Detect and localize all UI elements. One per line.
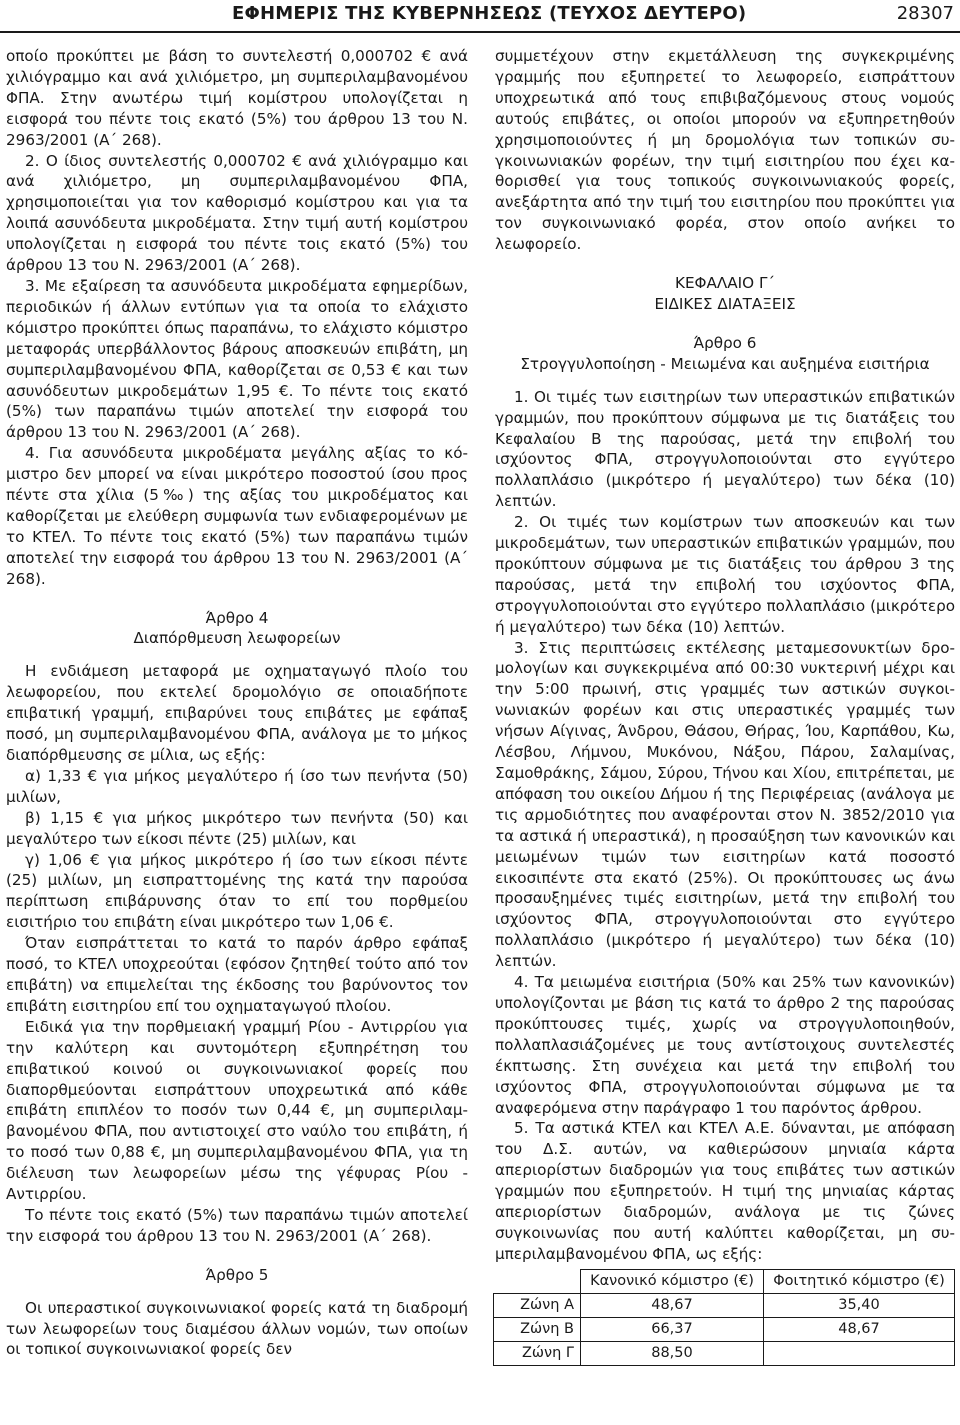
paragraph: 1. Οι τιμές των εισιτηρίων των υπεραστικών επιβατικών γραμμών, που προκύπτουν σύμφωνα με τις διατάξεις του Κεφαλαίου Β της παρούσας, μετά την επιβολή του ισχύοντος ΦΠΑ, στρογγυλοποιούνται στο εγγύτερο πολλαπλάσιο (μικρότερο ή μεγαλύτερο) των δέκα (10) λεπτών. bbox=[495, 387, 955, 511]
paragraph: 3. Με εξαίρεση τα ασυνόδευτα μικροδέματα εφημερίδων, περιοδικών ή άλλων εντύπων για τα οποία το ελάχιστο κόμιστρο προκύπτει όπως παραπάνω, το ελάχιστο κόμιστρο μεταφοράς υπερβάλλοντος βάρους αποσκευών επιβάτη, μη συμπεριλαμβανομένου ΦΠΑ, καθορίζεται σε 0,53 € και των ασυνόδευτων μικροδεμάτων 1,95 €. Το πέντε τοις εκατό (5%) των παραπάνω τιμών αποτελεί την εισφορά του άρθρου 13 του Ν. 2963/2001 (Α΄ 268). bbox=[6, 276, 468, 442]
table-row bbox=[494, 1293, 955, 1317]
paragraph: συμμετέχουν στην εκμετάλλευση της συγκεκριμένης γραμμής που εξυπηρετεί το λεωφορείο, εισπράττουν υποχρεωτικά από τους επιβιβαζόμενους στους νομούς αυτούς επιβάτες, οι οποίοι μπορούν να εξυπηρετηθούν χρησιμοποιούντες ή μη δρομολόγια των τοπικών συγκοινωνιακών φορέων, την τιμή εισιτηρίου που έχει καθορισθεί για τους τοπικούς συγκοινωνιακούς φορείς, ανεξάρτητα από την τιμή του εισιτηρίου που προκύπτει για τον συγκοινωνιακό φορέα, στον οποίο ανήκει το λεωφορείο. bbox=[495, 47, 955, 254]
table-header-cell bbox=[494, 1269, 581, 1293]
table-cell: 35,40 bbox=[764, 1293, 955, 1317]
right-column bbox=[495, 46, 955, 1366]
paragraph: Η ενδιάμεση μεταφορά με οχηματαγωγό πλοίο του λεωφορείου, που εκτελεί δρομολόγιο σε οποιαδήποτε επιβατική γραμμή, επιβαρύνει τους επιβάτες με εφάπαξ ποσό, μη συμπεριλαμβανομένου ΦΠΑ, ανάλογα με το μήκος διαπόρθμευσης σε μίλια, ως εξής: bbox=[6, 662, 468, 764]
chapter-subheading: ΕΙΔΙΚΕΣ ΔΙΑΤΑΞΕΙΣ bbox=[654, 294, 796, 313]
zone-label: Ζώνη Β bbox=[494, 1317, 581, 1341]
table-header-cell: Φοιτητικό κόμιστρο (€) bbox=[764, 1269, 955, 1293]
article-subheading: Στρογγυλοποίηση - Μειωμένα και αυξημένα εισιτήρια bbox=[520, 354, 930, 373]
table-cell bbox=[764, 1341, 955, 1365]
table-row bbox=[494, 1341, 955, 1365]
page-number: 28307 bbox=[896, 3, 954, 24]
paragraph: 5. Τα αστικά ΚΤΕΛ και ΚΤΕΛ Α.Ε. δύνανται, με απόφαση του Δ.Σ. αυτών, να καθιερώσουν μηνιαία κάρτα απεριορίστων διαδρομών για τους επιβάτες των αστικών γραμμών που εξυπηρετούν. Η τιμή της μηνιαίας κάρτας απεριορίστων διαδρομών, ανάλογα με τις ζώνες συγκοινωνίας που αυτή καλύπτει καθορίζεται, μη συμπεριλαμβανομένου ΦΠΑ, ως εξής: bbox=[495, 1119, 955, 1263]
paragraph: Ειδικά για την πορθμειακή γραμμή Ρίου - Αντιρρίου για την καλύτερη και συντομότερη εξυπηρέτηση του επιβατικού κοινού οι συγκοινωνιακοί φορείς που διαπορθμεύονται εισπράττουν υποχρεωτικά από κάθε επιβάτη επιπλέον το ποσόν των 0,44 €, μη συμπεριλαμβανομένου ΦΠΑ, που αντιστοιχεί στο ναύλο του επιβάτη, ή το ποσό των 0,88 €, μη συμπεριλαμβανομένου ΦΠΑ, για τη διέλευση των λεωφορείων μέσω της γέφυρας Ρίου - Αντιρρίου. bbox=[6, 1017, 468, 1204]
gazette-title: ΕΦΗΜΕΡΙΣ ΤΗΣ ΚΥΒΕΡΝΗΣΕΩΣ (ΤΕΥΧΟΣ ΔΕΥΤΕΡΟ) bbox=[232, 3, 747, 24]
table-cell: 66,37 bbox=[581, 1317, 764, 1341]
page-header bbox=[0, 0, 960, 32]
table-header-row bbox=[494, 1269, 955, 1293]
left-column bbox=[6, 46, 468, 1360]
article-heading: Άρθρο 5 bbox=[205, 1265, 269, 1284]
header-rule bbox=[0, 31, 960, 33]
paragraph: οποίο προκύπτει με βάση το συντελεστή 0,000702 € ανά χιλιόγραμμο και ανά χιλιόμετρο, μη συμπεριλαμβανομένου ΦΠΑ. Στην ανωτέρω τιμή κομίστρου υπολογίζεται η εισφορά του πέντε τοις εκατό (5%) του άρθρου 13 του Ν. 2963/2001 (Α΄ 268). bbox=[6, 47, 468, 149]
fare-table bbox=[493, 1269, 955, 1366]
table-cell: 48,67 bbox=[581, 1293, 764, 1317]
paragraph: 4. Τα μειωμένα εισιτήρια (50% και 25% των κανονικών) υπολογίζονται με βάση τις κατά το άρθρο 2 της παρούσας προκύπτουσες τιμές, χωρίς να στρογγυλοποιηθούν, πολλαπλασιάζομένες με τους αντίστοιχους συντελεστές έκπτωσης. Στη συνέχεια και μετά την επιβολή του ισχύοντος ΦΠΑ, στρογγυλοποιούνται σύμφωνα με τα αναφερόμενα στην παράγραφο 1 του παρόντος άρθρου. bbox=[495, 973, 955, 1117]
paragraph: 2. Οι τιμές των κομίστρων των αποσκευών και των μικροδεμάτων, των υπεραστικών επιβατικών γραμμών, που προκύπτουν σύμφωνα με τις διατάξεις του άρθρου 3 της παρούσας, μετά την επιβολή του ισχύοντος ΦΠΑ, στρογγυλοποιούνται στο εγγύτερο πολλαπλάσιο (μικρότερο ή μεγαλύτερο) των δέκα (10) λεπτών. bbox=[495, 513, 955, 636]
article-subheading: Διαπόρθμευση λεωφορείων bbox=[133, 629, 341, 648]
zone-label: Ζώνη Γ bbox=[494, 1341, 581, 1365]
list-item: β) 1,15 € για μήκος μικρότερο των πενήντα (50) και μεγαλύτερο των είκοσι πέντε (25) μιλίων, και bbox=[6, 808, 468, 848]
table-header-cell: Κανονικό κόμιστρο (€) bbox=[581, 1269, 764, 1293]
paragraph: 3. Στις περιπτώσεις εκτέλεσης μεταμεσονυκτίων δρομολογίων και συγκεκριμένα από 00:30 νυκτερινή μέχρι και την 5:00 πρωινή, στις γραμμές των αστικών συγκοινωνιακών φορέων και στις υπεραστικές γραμμές των νήσων Αίγινας, Άνδρου, Θάσου, Θήρας, Ίου, Καρπάθου, Κω, Λέσβου, Λήμνου, Μυκόνου, Νάξου, Πάρου, Σαλαμίνας, Σαμοθράκης, Σάμου, Σύρου, Τήνου και Χίου, επιτρέπεται, με απόφαση του οικείου Δήμου ή της Περιφέρειας (ανάλογα με τις αρμοδιότητες που αναφέρονται στον Ν. 3852/2010 για τα αστικά ή υπεραστικά), η προσαύξηση των κανονικών και μειωμένων τιμών των εισιτηρίων κατά ποσοστό εικοσιπέντε στα εκατό (25%). Οι προκύπτουσες ως άνω προσαυξημένες τιμές εισιτηρίων, μετά την επιβολή του ισχύοντος ΦΠΑ, στρογγυλοποιούνται στο εγγύτερο πολλαπλάσιο (μικρότερο ή μεγαλύτερο) των δέκα (10) λεπτών. bbox=[495, 638, 955, 971]
zone-label: Ζώνη Α bbox=[494, 1293, 581, 1317]
table-cell: 48,67 bbox=[764, 1317, 955, 1341]
paragraph: Το πέντε τοις εκατό (5%) των παραπάνω τιμών αποτελεί την εισφορά του άρθρου 13 του Ν. 2963/2001 (Α΄ 268). bbox=[6, 1205, 468, 1245]
list-item: α) 1,33 € για μήκος μεγαλύτερο ή ίσο των πενήντα (50) μιλίων, bbox=[6, 766, 468, 806]
table-cell: 88,50 bbox=[581, 1341, 764, 1365]
list-item: γ) 1,06 € για μήκος μικρότερο ή ίσο των είκοσι πέντε (25) μιλίων, μη εισπραττομένης της κατά την παρούσα περίπτωση επιβάρυνσης όταν το επί του πορθμείου εισιτήριο του επιβάτη είναι μικρότερο των 1,06 €. bbox=[6, 850, 468, 932]
table-row bbox=[494, 1317, 955, 1341]
paragraph: 2. Ο ίδιος συντελεστής 0,000702 € ανά χιλιόγραμμο και ανά χιλιόμετρο, μη συμπεριλαμβανομένου ΦΠΑ, χρησιμοποιείται για τον καθορισμό κομίστρου και για τα λοιπά ασυνόδευτα μικροδέματα. Στην τιμή αυτή κομίστρου υπολογίζεται η εισφορά του πέντε τοις εκατό (5%) του άρθρου 13 του Ν. 2963/2001 (Α΄ 268). bbox=[6, 151, 468, 275]
chapter-heading: ΚΕΦΑΛΑΙΟ Γ΄ bbox=[675, 274, 775, 293]
paragraph: Οι υπεραστικοί συγκοινωνιακοί φορείς κατά τη διαδρομή των λεωφορείων τους διαμέσου άλλων νομών, των οποίων οι τοπικοί συγκοινωνιακοί φορείς δεν bbox=[6, 1298, 468, 1359]
paragraph: 4. Για ασυνόδευτα μικροδέματα μεγάλης αξίας το κόμιστρο δεν μπορεί να είναι μικρότερο ποσοστού ίσου προς πέντε στα χίλια (5‰) της αξίας του μικροδέματος και καθορίζεται με ελεύθερη συμφωνία των ενδιαφερομένων με το ΚΤΕΛ. Το πέντε τοις εκατό (5%) των παραπάνω τιμών αποτελεί την εισφορά του άρθρου 13 του Ν. 2963/2001 (Α΄ 268). bbox=[6, 444, 468, 588]
article-heading: Άρθρο 4 bbox=[205, 608, 269, 627]
article-heading: Άρθρο 6 bbox=[693, 333, 757, 352]
paragraph: Όταν εισπράττεται το κατά το παρόν άρθρο εφάπαξ ποσό, το ΚΤΕΛ υποχρεούται (εφόσον ζητηθεί τούτο από τον επιβάτη) να επιμελείται της έκδοσης του βαρύνοντος τον επιβάτη εισιτηρίου επί του οχηματαγωγού πλοίου. bbox=[6, 934, 468, 1015]
